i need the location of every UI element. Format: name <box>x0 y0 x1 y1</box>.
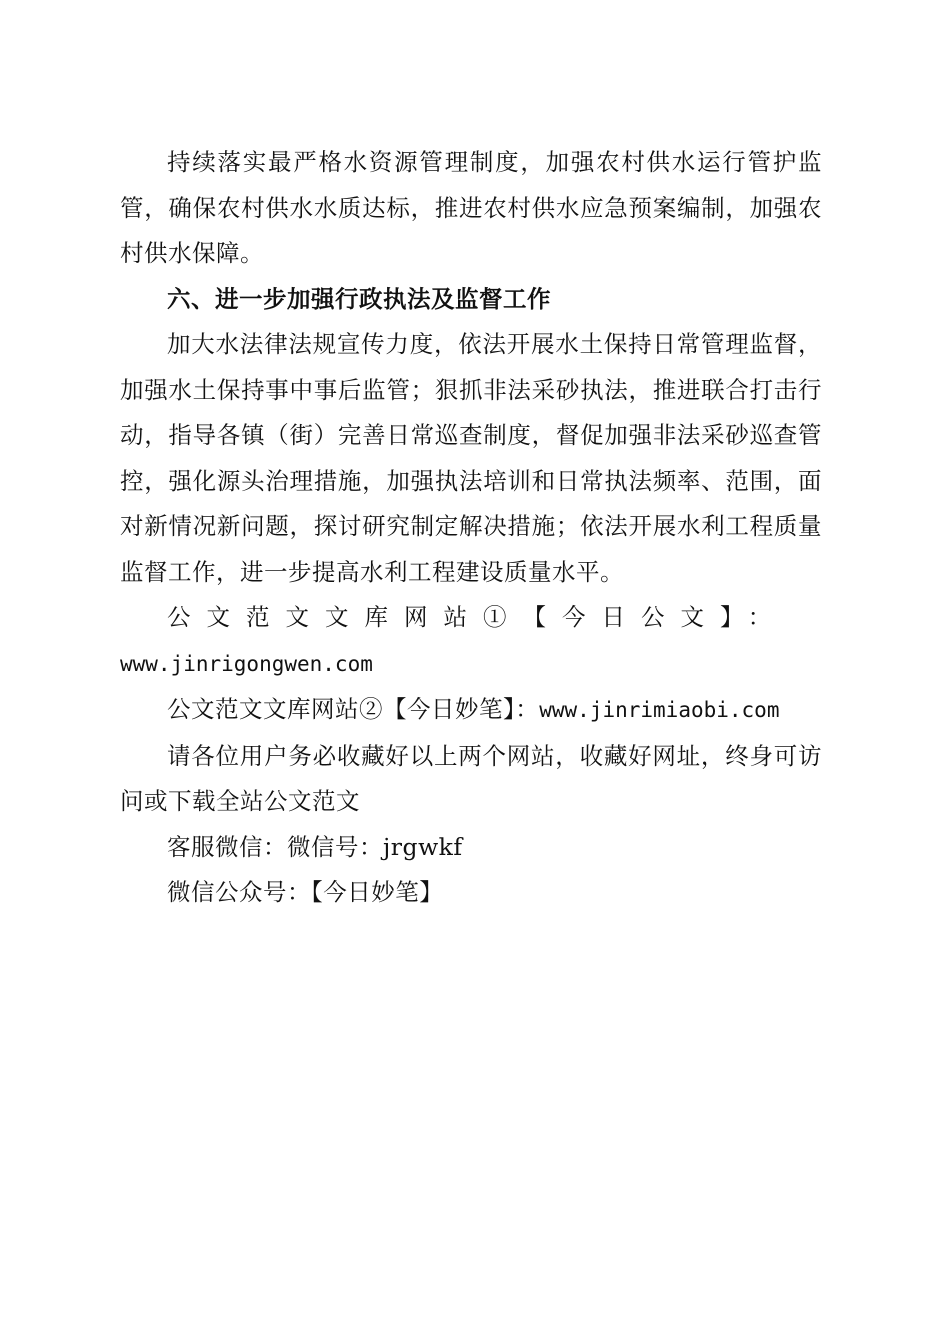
bookmark-notice: 请各位用户务必收藏好以上两个网站，收藏好网址，终身可访问或下载全站公文范文 <box>120 741 822 815</box>
wechat-official-account: 微信公众号：【今日妙笔】 <box>167 878 444 906</box>
section-heading-six: 六、进一步加强行政执法及监督工作 <box>167 284 551 313</box>
website-two-url[interactable]: www.jinrimiaobi.com <box>539 698 780 722</box>
paragraph-rural-water-supply: 持续落实最严格水资源管理制度，加强农村供水运行管护监管，确保农村供水水质达标，推进农村供水应急预案编制，加强农村供水保障。 <box>120 148 822 267</box>
paragraph-law-enforcement: 加大水法律法规宣传力度，依法开展水土保持日常管理监督，加强水土保持事中事后监管；狠抓非法采砂执法，推进联合打击行动，指导各镇（街）完善日常巡查制度，督促加强非法采砂巡查管控，强化源头治理措施，加强执法培训和日常执法频率、范围，面对新情况新问题，探讨研究制定解决措施；依法开展水利工程质量监督工作，进一步提高水利工程建设质量水平。 <box>120 330 822 586</box>
website-one-url[interactable]: www.jinrigongwen.com <box>120 651 373 676</box>
website-one-line <box>120 595 822 687</box>
website-one-label: 公文范文文库网站①【今日公文】： <box>167 603 788 631</box>
document-body <box>120 140 822 916</box>
customer-service-wechat: 客服微信：微信号：jrgwkf <box>167 832 463 861</box>
website-two-line <box>120 687 822 734</box>
website-two-label: 公文范文文库网站②【今日妙笔】： <box>167 695 540 723</box>
